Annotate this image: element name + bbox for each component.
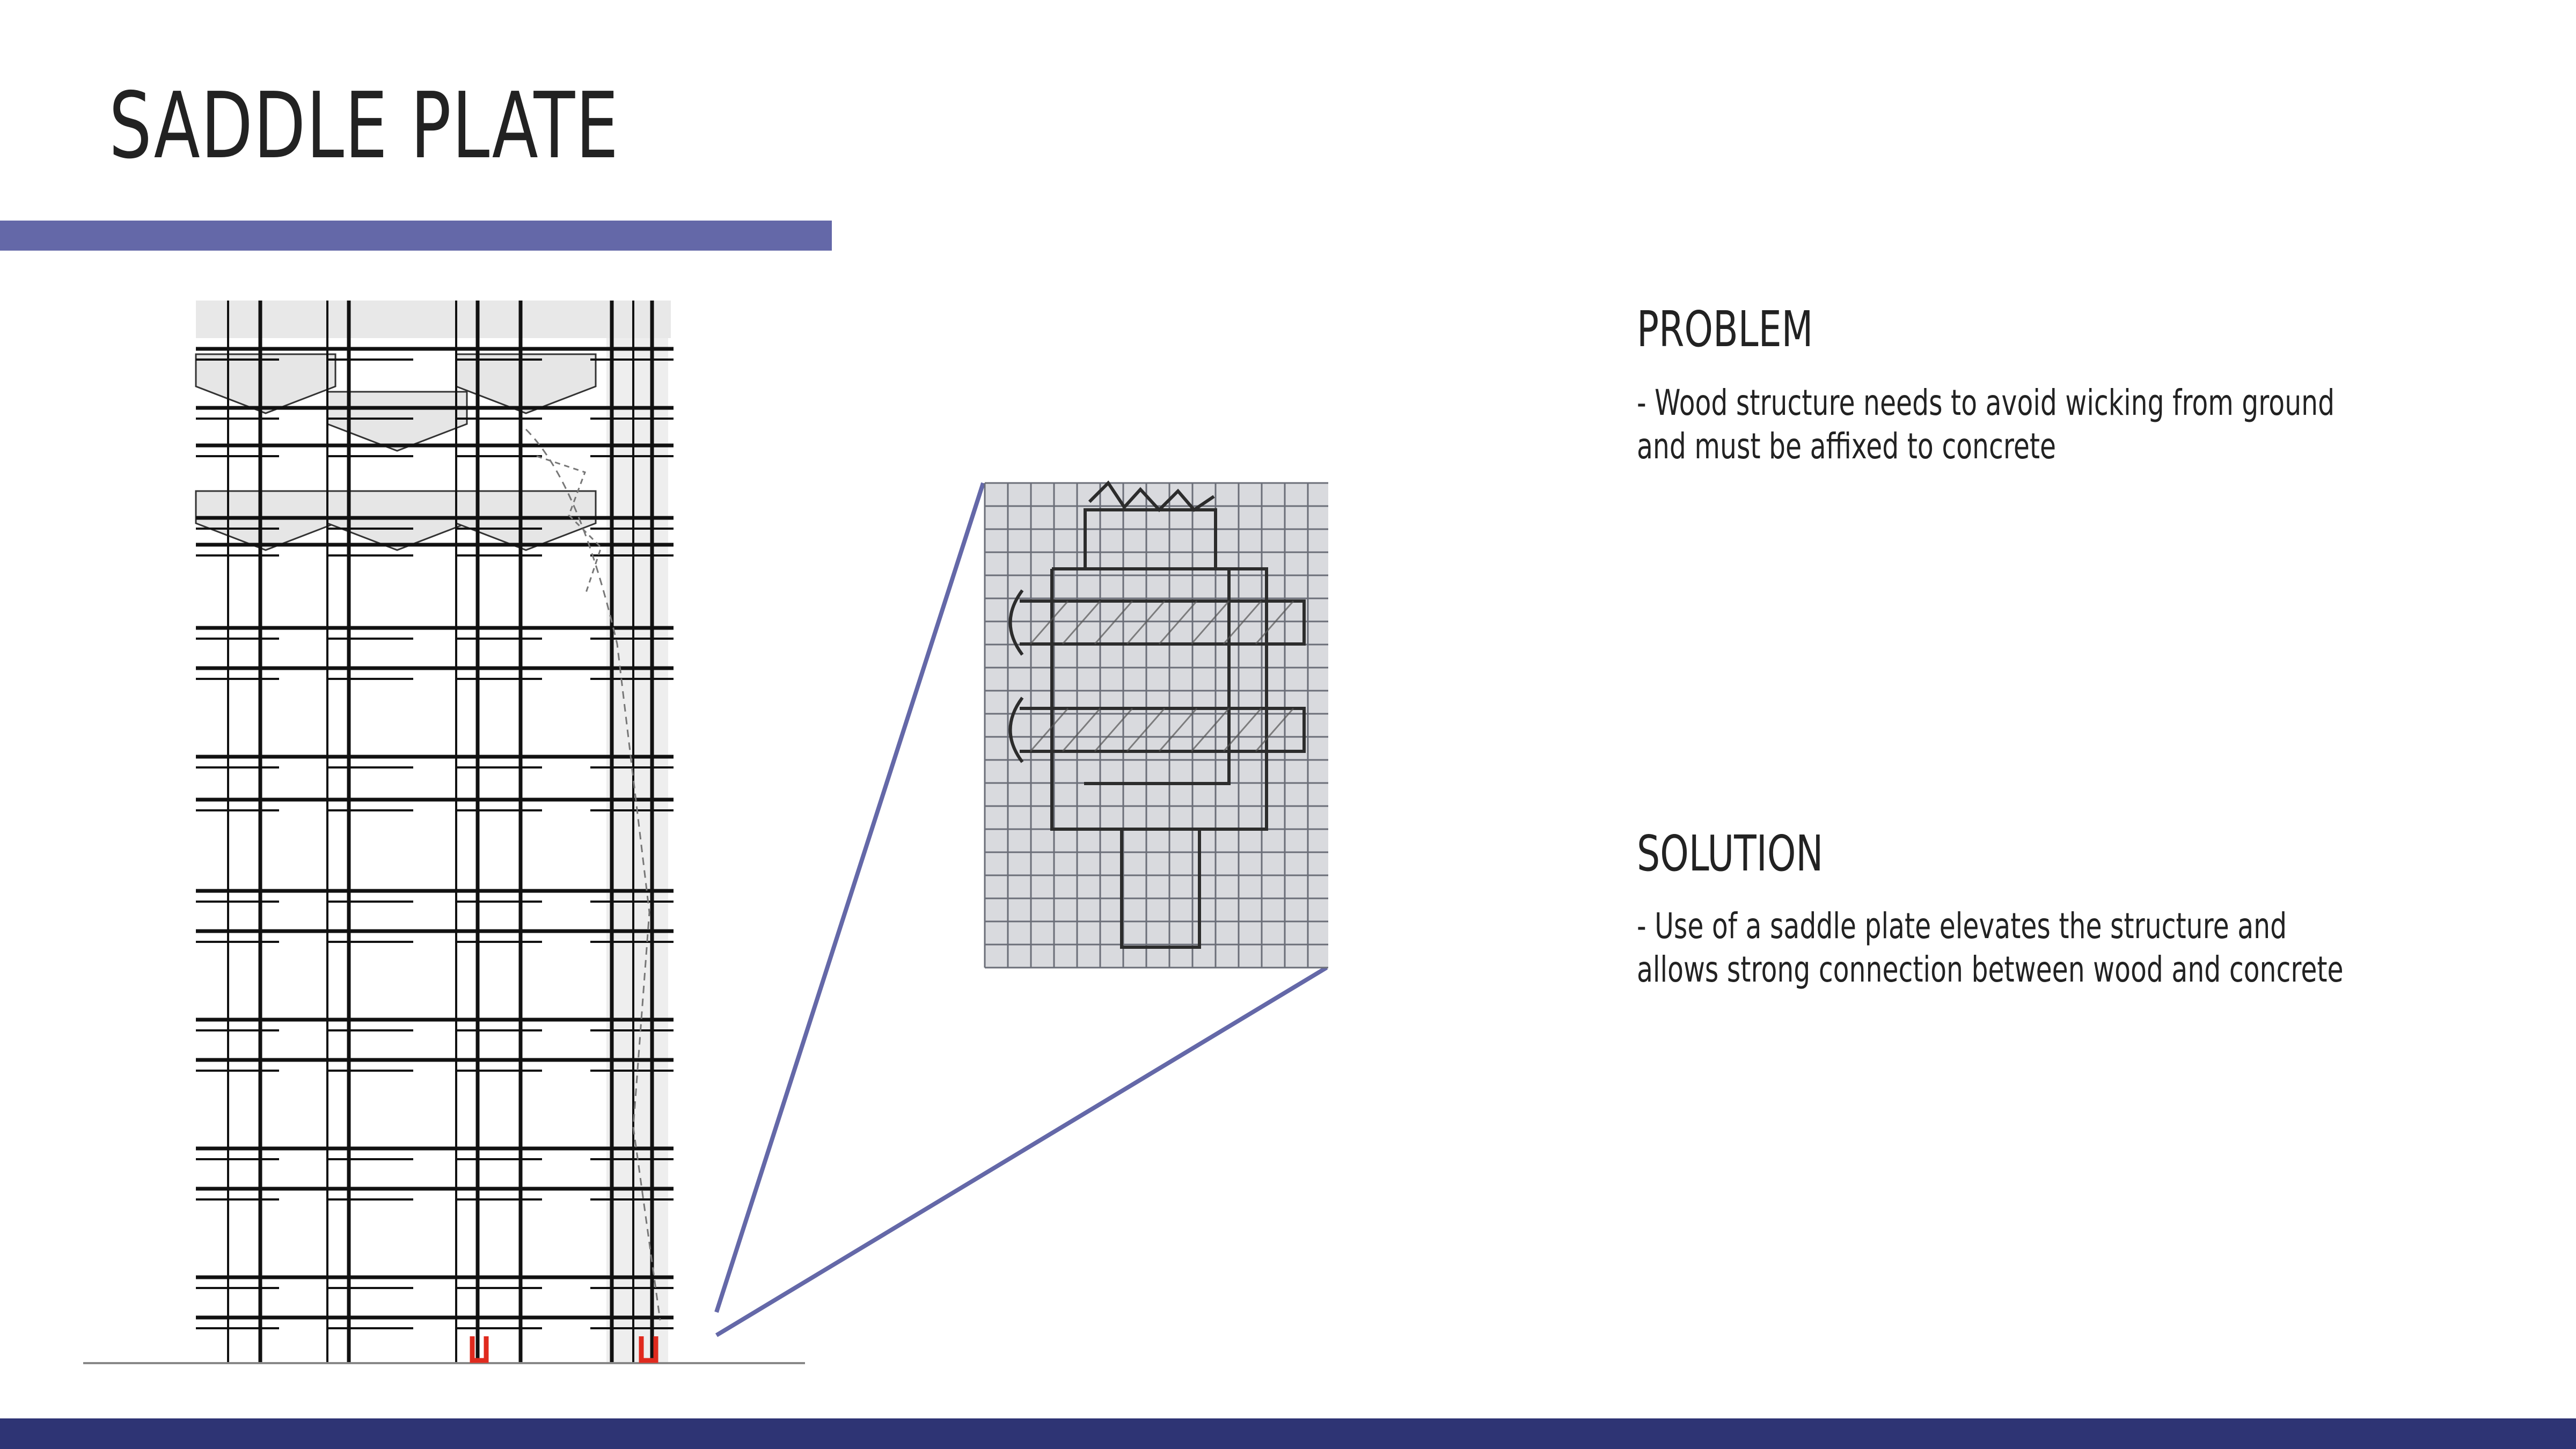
problem-text — [1637, 381, 2334, 468]
solution-text — [1637, 904, 2344, 991]
footer-bar — [0, 1418, 2576, 1449]
saddle-plate-sketch-icon — [985, 483, 1328, 968]
solution-heading: SOLUTION — [1637, 825, 1824, 882]
page-title: SADDLE PLATE — [109, 73, 619, 179]
problem-line: and must be affixed to concrete — [1637, 426, 2057, 467]
problem-line: - Wood structure needs to avoid wicking from ground — [1637, 382, 2335, 423]
solution-line: allows strong connection between wood and concrete — [1637, 949, 2344, 990]
wood-frame-elevation-icon — [83, 301, 805, 1363]
solution-line: - Use of a saddle plate elevates the structure and — [1637, 905, 2287, 947]
problem-heading: PROBLEM — [1637, 301, 1813, 358]
